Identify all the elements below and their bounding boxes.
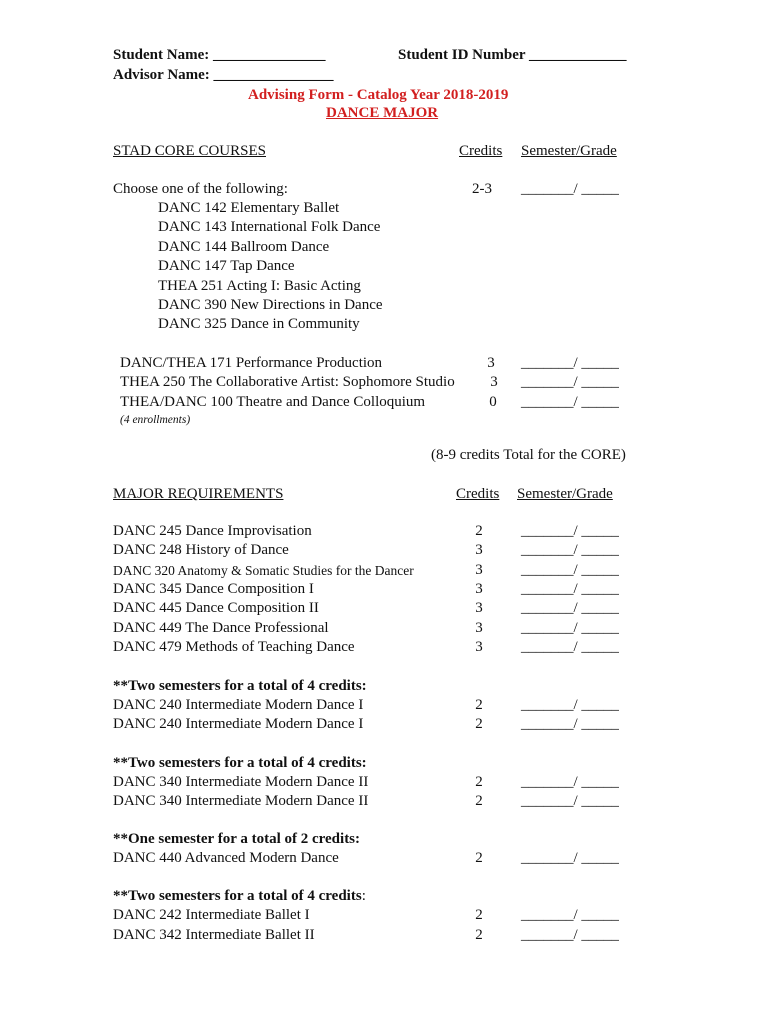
option-item: DANC 142 Elementary Ballet <box>158 200 340 216</box>
choose-label: Choose one of the following: <box>113 181 288 197</box>
major-course-name: DANC 445 Dance Composition II <box>113 600 319 616</box>
group-heading: **Two semesters for a total of 4 credits: <box>113 678 367 694</box>
group-course-name: DANC 242 Intermediate Ballet I <box>113 907 310 923</box>
major-course-blank[interactable]: _______/ _____ <box>521 620 619 636</box>
option-item: DANC 143 International Folk Dance <box>158 219 381 235</box>
major-course-name: DANC 248 History of Dance <box>113 542 289 558</box>
group-course-name: DANC 440 Advanced Modern Dance <box>113 850 339 866</box>
core-course-name: THEA/DANC 100 Theatre and Dance Colloquium <box>120 394 426 410</box>
core-course-blank[interactable]: _______/ _____ <box>521 394 619 410</box>
option-item: DANC 390 New Directions in Dance <box>158 297 383 313</box>
group-heading: **Two semesters for a total of 4 credits: <box>113 755 367 771</box>
core-course-blank[interactable]: _______/ _____ <box>521 374 619 390</box>
core-semgrade-header: Semester/Grade <box>521 143 617 159</box>
option-item: DANC 144 Ballroom Dance <box>158 239 330 255</box>
group-course-blank[interactable]: _______/ _____ <box>521 793 619 809</box>
core-total: (8-9 credits Total for the CORE) <box>431 447 626 463</box>
group-course-credits: 2 <box>475 927 483 943</box>
group-heading: **One semester for a total of 2 credits: <box>113 831 361 847</box>
major-course-blank[interactable]: _______/ _____ <box>521 639 619 655</box>
group-heading: **Two semesters for a total of 4 credits <box>113 888 362 904</box>
group-course-name: DANC 340 Intermediate Modern Dance II <box>113 793 369 809</box>
major-course-blank[interactable]: _______/ _____ <box>521 600 619 616</box>
major-title: DANCE MAJOR <box>326 105 439 121</box>
group-course-blank[interactable]: _______/ _____ <box>521 850 619 866</box>
major-course-blank[interactable]: _______/ _____ <box>521 542 619 558</box>
group-course-name: DANC 240 Intermediate Modern Dance I <box>113 716 364 732</box>
group-course-credits: 2 <box>475 793 483 809</box>
major-course-credits: 3 <box>475 639 483 655</box>
major-course-name: DANC 320 Anatomy & Somatic Studies for the Dancer <box>113 563 414 578</box>
core-course-credits: 3 <box>487 355 495 371</box>
major-course-name: DANC 345 Dance Composition I <box>113 581 314 597</box>
major-course-credits: 3 <box>475 581 483 597</box>
group-course-credits: 2 <box>475 907 483 923</box>
choose-credits: 2-3 <box>472 181 492 197</box>
group-heading-line <box>113 887 366 906</box>
major-course-credits: 3 <box>475 620 483 636</box>
group-course-blank[interactable]: _______/ _____ <box>521 927 619 943</box>
form-title: Advising Form - Catalog Year 2018-2019 <box>248 87 509 103</box>
major-course-credits: 2 <box>475 523 483 539</box>
group-course-credits: 2 <box>475 716 483 732</box>
choose-blank[interactable]: _______/ _____ <box>521 181 619 197</box>
major-course-credits: 3 <box>475 600 483 616</box>
group-course-credits: 2 <box>475 850 483 866</box>
group-course-name: DANC 340 Intermediate Modern Dance II <box>113 774 369 790</box>
group-course-blank[interactable]: _______/ _____ <box>521 774 619 790</box>
group-course-blank[interactable]: _______/ _____ <box>521 716 619 732</box>
major-course-name: DANC 245 Dance Improvisation <box>113 523 312 539</box>
major-course-name: DANC 479 Methods of Teaching Dance <box>113 639 355 655</box>
group-course-name: DANC 240 Intermediate Modern Dance I <box>113 697 364 713</box>
group-course-credits: 2 <box>475 774 483 790</box>
core-credits-header: Credits <box>459 143 503 159</box>
core-course-credits: 0 <box>489 394 497 410</box>
core-course-name: THEA 250 The Collaborative Artist: Sophomore Studio <box>120 374 455 390</box>
group-course-blank[interactable]: _______/ _____ <box>521 697 619 713</box>
core-course-blank[interactable]: _______/ _____ <box>521 355 619 371</box>
advisor-name-field[interactable]: Advisor Name: ________________ <box>113 67 334 83</box>
enrollments-note: (4 enrollments) <box>120 414 191 426</box>
group-heading-tail: : <box>361 888 366 904</box>
student-id-field[interactable]: Student ID Number _____________ <box>398 47 627 63</box>
major-course-credits: 3 <box>475 542 483 558</box>
option-item: DANC 147 Tap Dance <box>158 258 295 274</box>
group-course-blank[interactable]: _______/ _____ <box>521 907 619 923</box>
core-course-credits: 3 <box>490 374 498 390</box>
option-item: THEA 251 Acting I: Basic Acting <box>158 278 361 294</box>
major-course-blank[interactable]: _______/ _____ <box>521 562 619 578</box>
major-heading: MAJOR REQUIREMENTS <box>113 486 284 502</box>
student-name-field[interactable]: Student Name: _______________ <box>113 47 326 63</box>
major-credits-header: Credits <box>456 486 500 502</box>
core-heading: STAD CORE COURSES <box>113 143 266 159</box>
major-course-blank[interactable]: _______/ _____ <box>521 523 619 539</box>
group-course-name: DANC 342 Intermediate Ballet II <box>113 927 315 943</box>
major-course-blank[interactable]: _______/ _____ <box>521 581 619 597</box>
option-item: DANC 325 Dance in Community <box>158 316 360 332</box>
group-course-credits: 2 <box>475 697 483 713</box>
major-semgrade-header: Semester/Grade <box>517 486 613 502</box>
core-course-name: DANC/THEA 171 Performance Production <box>120 355 383 371</box>
major-course-credits: 3 <box>475 562 483 578</box>
major-course-name: DANC 449 The Dance Professional <box>113 620 329 636</box>
